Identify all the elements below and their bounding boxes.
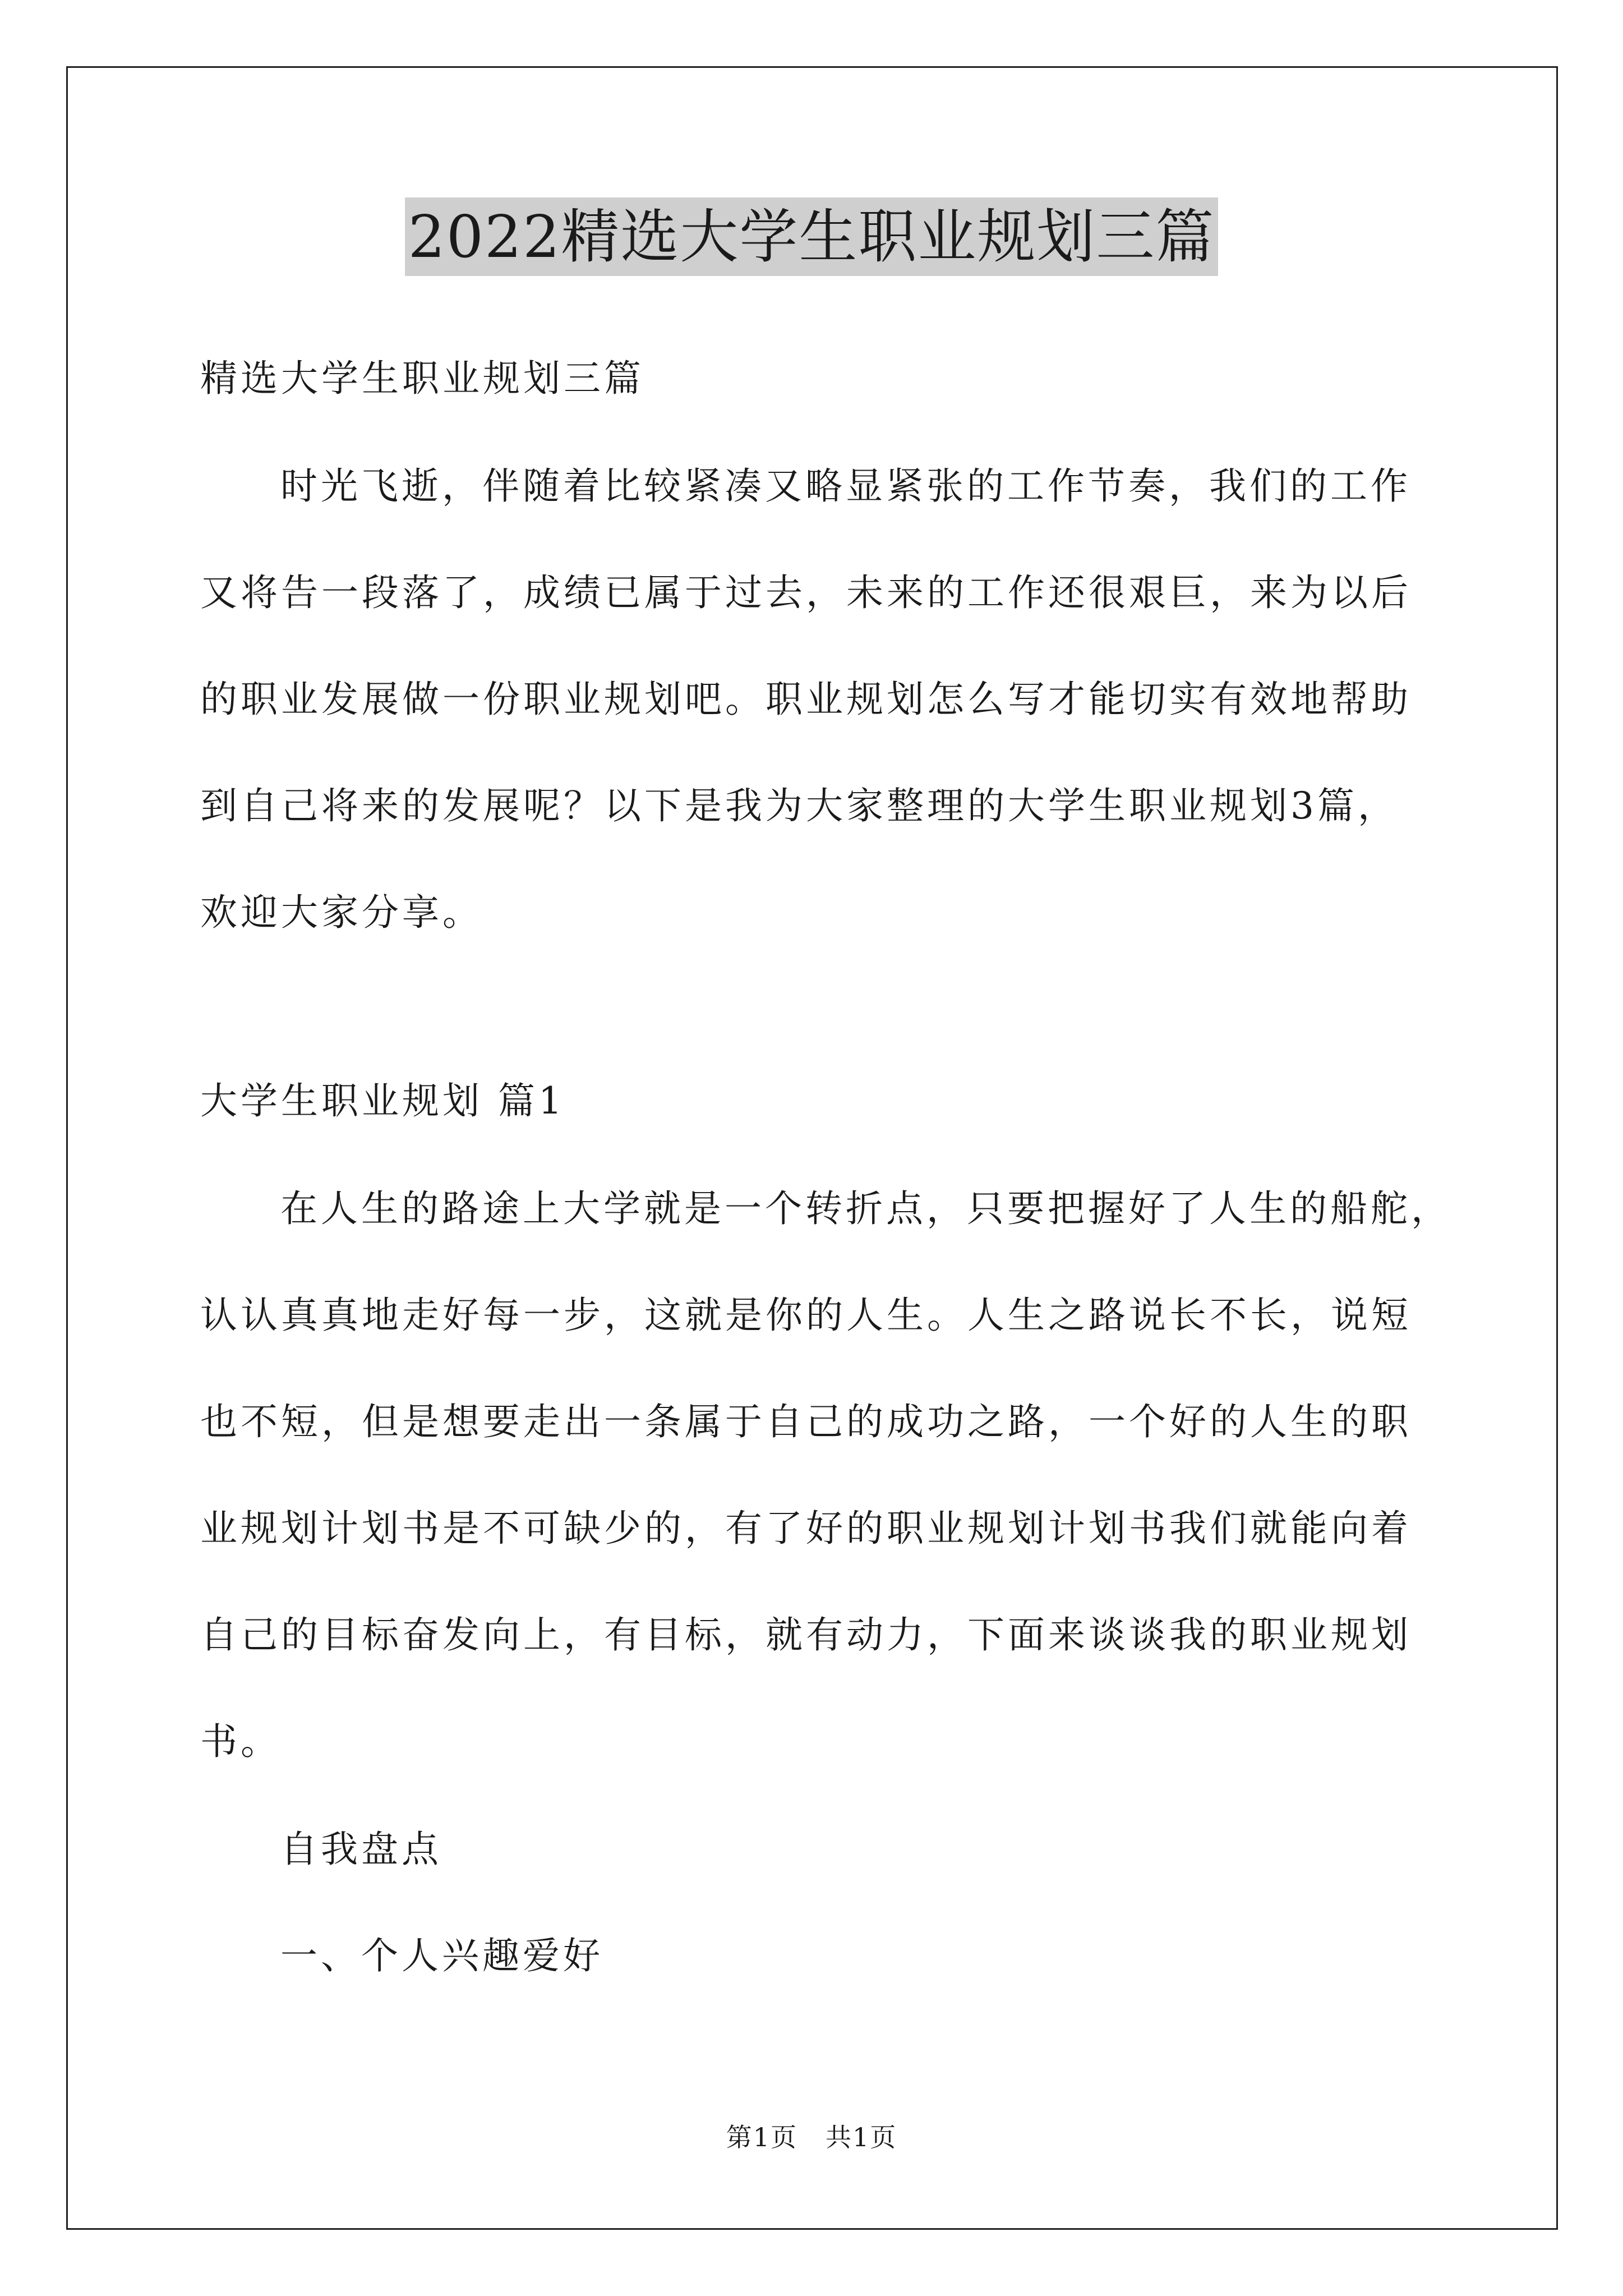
section-line-3: 也不短，但是想要走出一条属于自己的成功之路，一个好的人生的职 [200,1400,1412,1443]
document-title [0,197,1623,276]
self-review-heading: 自我盘点 [280,1828,442,1871]
page-footer [0,2120,1623,2154]
section-line-4: 业规划计划书是不可缺少的，有了好的职业规划计划书我们就能向着 [200,1507,1412,1550]
intro-line-5: 欢迎大家分享。 [200,891,483,934]
item-one-heading: 一、个人兴趣爱好 [280,1934,603,1977]
section-line-1: 在人生的路途上大学就是一个转折点，只要把握好了人生的船舵， [280,1187,1451,1230]
section-heading: 大学生职业规划 篇1 [200,1079,565,1122]
intro-line-1: 时光飞逝，伴随着比较紧凑又略显紧张的工作节奏，我们的工作 [280,464,1411,508]
section-line-6: 书。 [200,1720,281,1763]
intro-line-3: 的职业发展做一份职业规划吧。职业规划怎么写才能切实有效地帮助 [200,678,1412,721]
page-number-total: 共1页 [826,2122,897,2152]
section-line-5: 自己的目标奋发向上，有目标，就有动力，下面来谈谈我的职业规划 [200,1613,1412,1657]
document-title-text: 2022精选大学生职业规划三篇 [405,197,1219,276]
intro-line-4: 到自己将来的发展呢？以下是我为大家整理的大学生职业规划3篇， [200,784,1398,827]
intro-line-2: 又将告一段落了，成绩已属于过去，未来的工作还很艰巨，来为以后 [200,571,1412,614]
subtitle: 精选大学生职业规划三篇 [200,357,644,400]
section-line-2: 认认真真地走好每一步，这就是你的人生。人生之路说长不长，说短 [200,1294,1412,1337]
page-number-current: 第1页 [726,2122,797,2152]
